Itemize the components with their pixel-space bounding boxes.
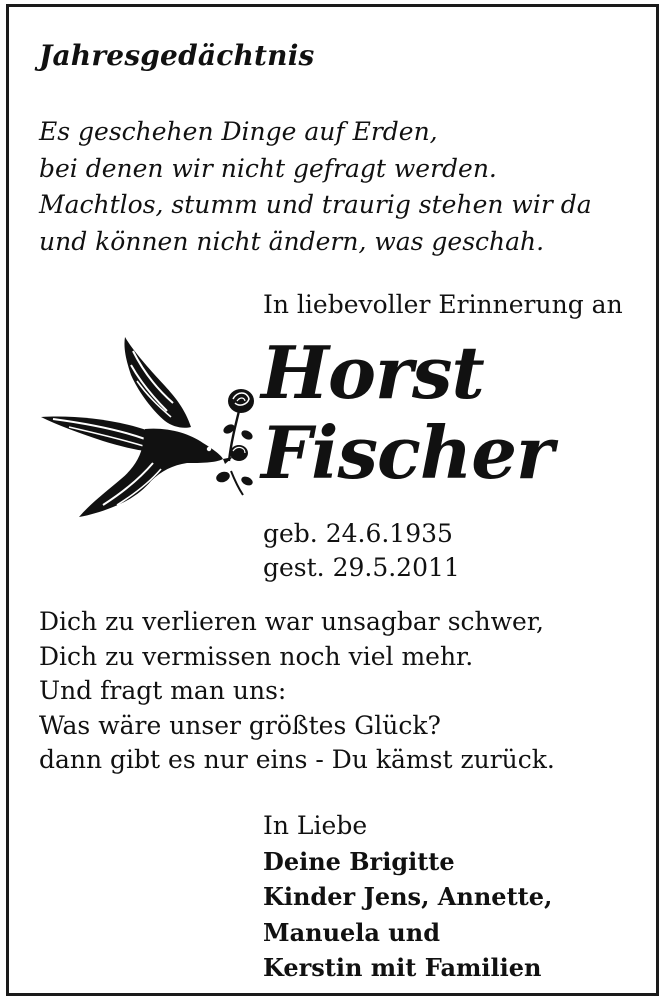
poem-line: Dich zu vermissen noch viel mehr. <box>39 641 474 671</box>
poem-line: und können nicht ändern, was geschah. <box>39 226 545 256</box>
signature-line: Manuela und <box>263 917 440 947</box>
poem-line: Machtlos, stumm und traurig stehen wir da <box>39 190 592 219</box>
deceased-first-name: Horst <box>261 330 484 415</box>
deceased-last-name: Fischer <box>261 410 553 495</box>
notice-heading: Jahresgedächtnis <box>39 39 315 72</box>
life-dates <box>263 517 460 585</box>
memorial-intro: In liebevoller Erinnerung an <box>263 290 623 319</box>
poem-line: dann gibt es nur eins - Du kämst zurück. <box>39 745 555 774</box>
closing-poem <box>39 605 555 778</box>
poem-line: Es geschehen Dinge auf Erden, <box>39 117 438 146</box>
salutation: In Liebe <box>263 811 368 840</box>
signature-line: Kinder Jens, Annette, <box>263 882 553 911</box>
poem-line: Und fragt man uns: <box>39 676 287 705</box>
signature-line: Kerstin mit Familien <box>263 953 542 982</box>
signature-block <box>263 808 552 986</box>
poem-line: bei denen wir nicht gefragt werden. <box>39 153 497 183</box>
signature-line: Deine Brigitte <box>263 846 455 876</box>
poem-line: Dich zu verlieren war unsagbar schwer, <box>39 607 544 636</box>
poem-line: Was wäre unser größtes Glück? <box>39 710 441 740</box>
dove-with-rose-icon <box>33 331 261 519</box>
death-date: gest. 29.5.2011 <box>263 553 460 582</box>
birth-date: geb. 24.6.1935 <box>263 519 453 548</box>
opening-poem <box>39 114 592 260</box>
obituary-notice <box>6 4 659 996</box>
